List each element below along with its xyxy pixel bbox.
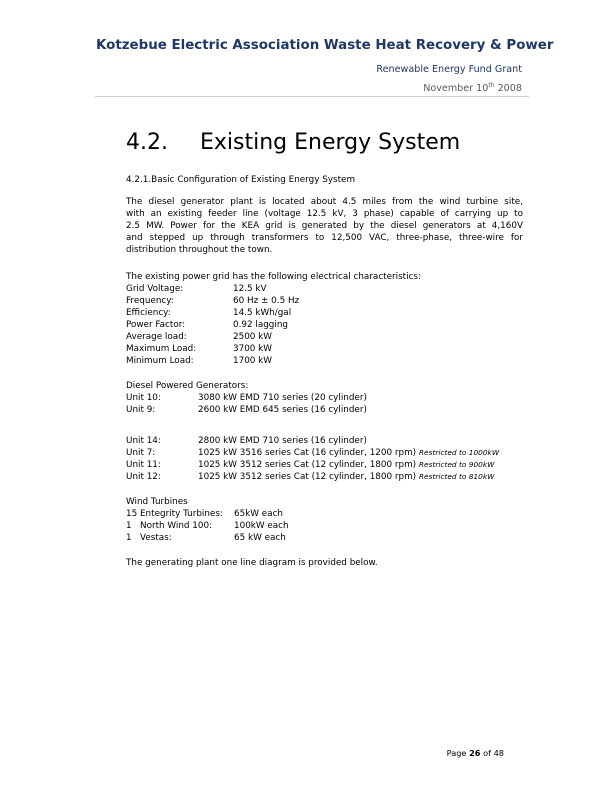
characteristic-label: Minimum Load: bbox=[126, 356, 194, 366]
restriction-note: Restricted to 810kW bbox=[418, 472, 495, 481]
turbine-name: Vestas: bbox=[140, 533, 172, 543]
unit-label: Unit 14: bbox=[126, 436, 161, 446]
unit-spec: 1025 kW 3512 series Cat (12 cylinder, 1800 rpm) bbox=[198, 472, 417, 482]
date-day: November 10 bbox=[423, 83, 489, 94]
intro-line: with an existing feeder line (voltage 12.5 kV, 3 phase) capable of carrying up to bbox=[126, 209, 523, 219]
turbine-rating: 65 kW each bbox=[234, 533, 286, 543]
document-header-subtitle: Renewable Energy Fund Grant bbox=[376, 64, 522, 75]
unit-spec: 1025 kW 3512 series Cat (12 cylinder, 1800 rpm) bbox=[198, 460, 417, 470]
characteristic-value: 60 Hz ± 0.5 Hz bbox=[233, 296, 300, 306]
subsection-heading: 4.2.1.Basic Configuration of Existing Energy System bbox=[126, 175, 356, 185]
date-ordinal: th bbox=[488, 82, 495, 89]
intro-line: 2.5 MW. Power for the KEA grid is generated by the diesel generators at 4,160V bbox=[126, 221, 523, 231]
unit-label: Unit 10: bbox=[126, 393, 161, 403]
page-footer bbox=[380, 748, 504, 758]
characteristic-label: Power Factor: bbox=[126, 320, 186, 330]
unit-description: 2600 kW EMD 645 series (16 cylinder) bbox=[198, 405, 367, 415]
turbine-name: Entegrity Turbines: bbox=[140, 509, 223, 519]
unit-label: Unit 11: bbox=[126, 460, 161, 470]
wind-heading: Wind Turbines bbox=[126, 497, 188, 507]
turbine-rating: 100kW each bbox=[234, 521, 289, 531]
intro-line: and stepped up through transformers to 12,500 VAC, three-phase, three-wire for bbox=[126, 233, 523, 243]
characteristic-value: 1700 kW bbox=[233, 356, 272, 366]
characteristic-value: 0.92 lagging bbox=[233, 320, 288, 330]
characteristic-value: 3700 kW bbox=[233, 344, 272, 354]
restriction-note: Restricted to 900kW bbox=[418, 460, 495, 469]
characteristic-label: Average load: bbox=[126, 332, 187, 342]
intro-line: The diesel generator plant is located about 4.5 miles from the wind turbine site, bbox=[126, 197, 523, 207]
unit-spec: 1025 kW 3516 series Cat (16 cylinder, 1200 rpm) bbox=[198, 448, 417, 458]
date-year: 2008 bbox=[494, 83, 522, 94]
intro-line: distribution throughout the town. bbox=[126, 245, 273, 255]
characteristic-label: Maximum Load: bbox=[126, 344, 197, 354]
unit-description: 2800 kW EMD 710 series (16 cylinder) bbox=[198, 436, 367, 446]
turbine-count: 1 bbox=[126, 521, 132, 531]
section-number: 4.2. bbox=[126, 130, 168, 155]
unit-label: Unit 12: bbox=[126, 472, 161, 482]
characteristic-label: Efficiency: bbox=[126, 308, 171, 318]
turbine-rating: 65kW each bbox=[234, 509, 283, 519]
unit-description bbox=[198, 459, 494, 471]
page-number: 26 bbox=[469, 748, 481, 758]
section-title: Existing Energy System bbox=[200, 130, 461, 155]
restriction-note: Restricted to 1000kW bbox=[418, 448, 500, 457]
characteristic-value: 12.5 kV bbox=[233, 284, 267, 294]
document-header-title: Kotzebue Electric Association Waste Heat Recovery & Power bbox=[96, 38, 554, 53]
unit-label: Unit 7: bbox=[126, 448, 156, 458]
intro-paragraph bbox=[126, 196, 523, 256]
characteristic-value: 2500 kW bbox=[233, 332, 272, 342]
characteristics-intro: The existing power grid has the following electrical characteristics: bbox=[126, 272, 421, 282]
turbine-count: 1 bbox=[126, 533, 132, 543]
turbine-name: North Wind 100: bbox=[140, 521, 213, 531]
unit-description bbox=[198, 471, 494, 483]
unit-description bbox=[198, 447, 499, 459]
characteristic-value: 14.5 kWh/gal bbox=[233, 308, 292, 318]
header-divider bbox=[95, 96, 529, 97]
turbine-count: 15 bbox=[126, 509, 138, 519]
characteristic-label: Frequency: bbox=[126, 296, 174, 306]
document-header-date bbox=[300, 83, 522, 94]
characteristic-label: Grid Voltage: bbox=[126, 284, 184, 294]
unit-description: 3080 kW EMD 710 series (20 cylinder) bbox=[198, 393, 367, 403]
closing-sentence: The generating plant one line diagram is provided below. bbox=[126, 558, 378, 568]
page-total: of 48 bbox=[480, 748, 504, 758]
unit-label: Unit 9: bbox=[126, 405, 156, 415]
diesel-heading: Diesel Powered Generators: bbox=[126, 381, 249, 391]
page-label: Page bbox=[446, 748, 470, 758]
